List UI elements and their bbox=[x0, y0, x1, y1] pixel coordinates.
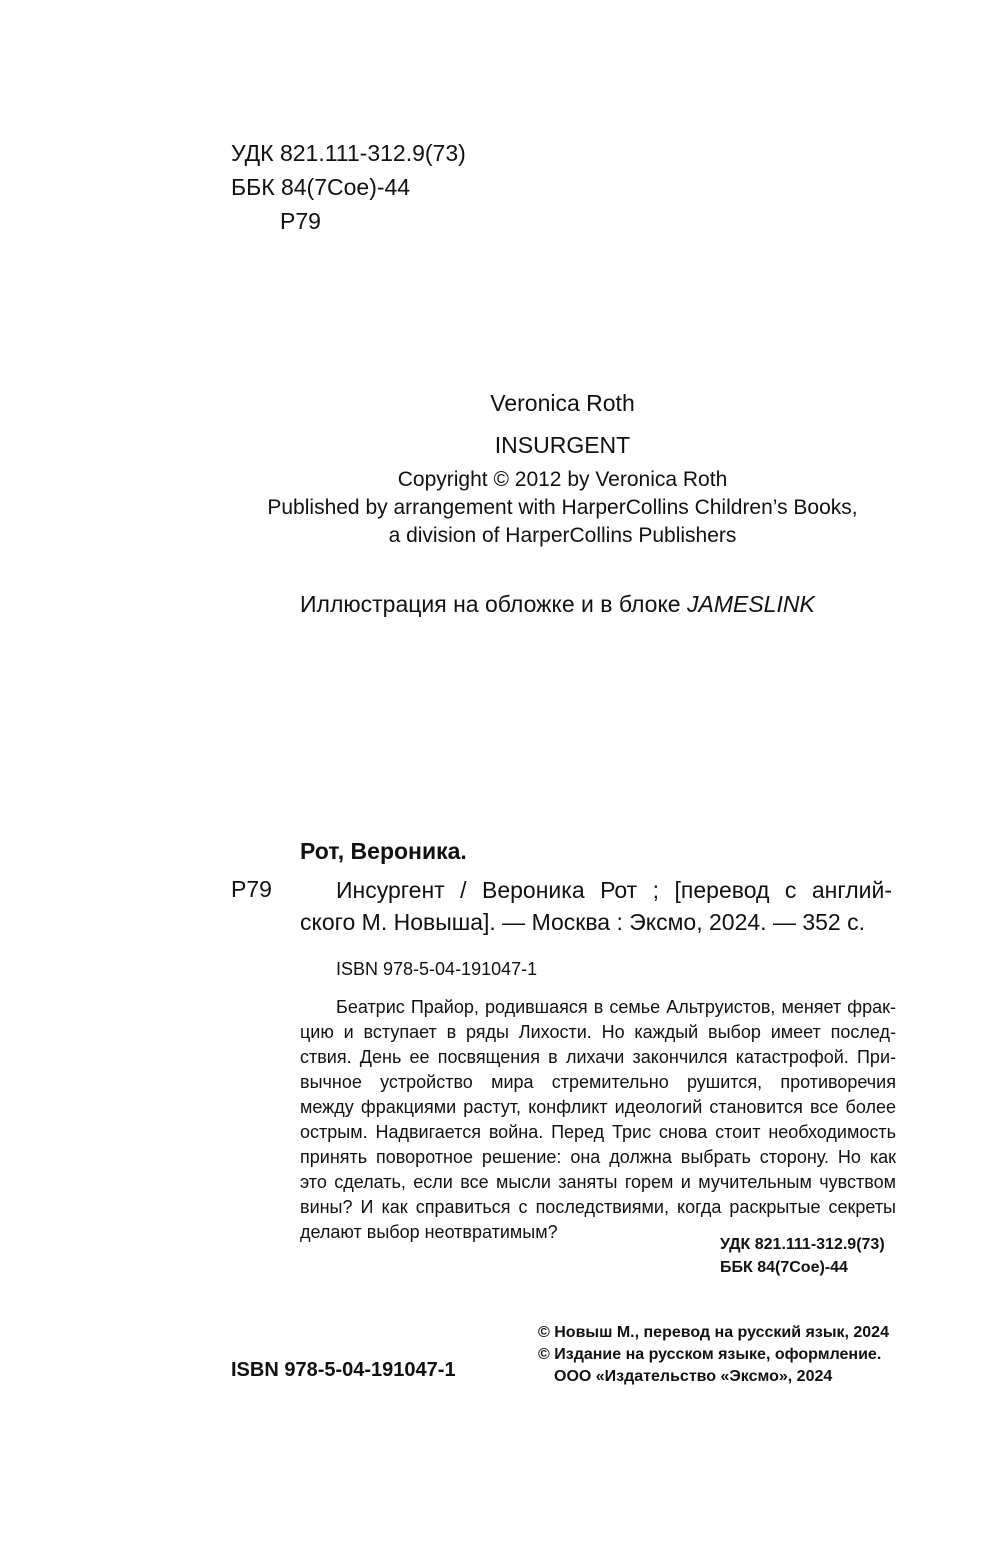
annotation-line: вычное устройство мира стремительно рушится, противоречия bbox=[300, 1072, 896, 1092]
publisher-copyright: ООО «Издательство «Эксмо», 2024 bbox=[554, 1368, 833, 1385]
bib-author-heading: Рот, Вероника. bbox=[300, 838, 467, 864]
illustration-text: Иллюстрация на обложке и в блоке bbox=[300, 591, 687, 617]
isbn-footer: ISBN 978-5-04-191047-1 bbox=[231, 1359, 456, 1381]
annotation-line: острым. Надвигается война. Перед Трис снова стоит необходимость bbox=[300, 1122, 896, 1142]
original-title: INSURGENT bbox=[494, 432, 631, 458]
annotation-line: это сделать, если все мысли заняты горем и мучительным чувством bbox=[300, 1172, 896, 1192]
udk-code-bottom: УДК 821.111-312.9(73) bbox=[720, 1236, 885, 1253]
bib-description-line: Инсургент / Вероника Рот ; [перевод с англий- bbox=[336, 877, 892, 903]
annotation bbox=[300, 995, 896, 1245]
annotation-line: между фракциями растут, конфликт идеологий становится все более bbox=[300, 1097, 896, 1117]
original-author: Veronica Roth bbox=[490, 390, 635, 416]
translation-copyright: © Новыш М., перевод на русский язык, 2024 bbox=[538, 1324, 889, 1341]
copyright-line: Copyright © 2012 by Veronica Roth bbox=[397, 468, 728, 491]
bib-isbn: ISBN 978-5-04-191047-1 bbox=[336, 959, 538, 979]
division-line: a division of HarperCollins Publishers bbox=[388, 524, 737, 547]
edition-copyright: © Издание на русском языке, оформление. bbox=[538, 1346, 882, 1363]
classification-bottom bbox=[720, 1233, 885, 1279]
annotation-line: вины? И как справиться с последствиями, когда раскрытые секреты bbox=[300, 1197, 896, 1217]
udk-code: УДК 821.111-312.9(73) bbox=[231, 140, 466, 166]
bbk-code: ББК 84(7Сое)-44 bbox=[231, 174, 411, 200]
annotation-line: делают выбор неотвратимым? bbox=[300, 1222, 558, 1242]
annotation-line: принять поворотное решение: она должна выбрать сторону. Но как bbox=[300, 1147, 896, 1167]
bib-description-line: ского М. Новыша]. — Москва : Эксмо, 2024. — 352 с. bbox=[300, 909, 865, 935]
illustrator-name: JAMESLINK bbox=[686, 591, 815, 617]
bib-author-mark: Р79 bbox=[231, 876, 272, 902]
annotation-line: Беатрис Прайор, родившаяся в семье Альтруистов, меняет фрак- bbox=[336, 997, 896, 1017]
arrangement-line: Published by arrangement with HarperCollins Children’s Books, bbox=[267, 496, 858, 519]
bib-description bbox=[300, 874, 892, 938]
classification-top bbox=[231, 138, 466, 240]
annotation-line: ствия. День ее посвящения в лихачи закончился катастрофой. При- bbox=[300, 1047, 896, 1067]
illustration-credit bbox=[300, 589, 815, 619]
original-copyright bbox=[0, 388, 1000, 550]
bbk-code-bottom: ББК 84(7Сое)-44 bbox=[720, 1259, 848, 1276]
copyright-footer bbox=[538, 1322, 889, 1388]
author-mark: Р79 bbox=[280, 208, 321, 234]
annotation-line: цию и вступает в ряды Лихости. Но каждый выбор имеет послед- bbox=[300, 1022, 896, 1042]
